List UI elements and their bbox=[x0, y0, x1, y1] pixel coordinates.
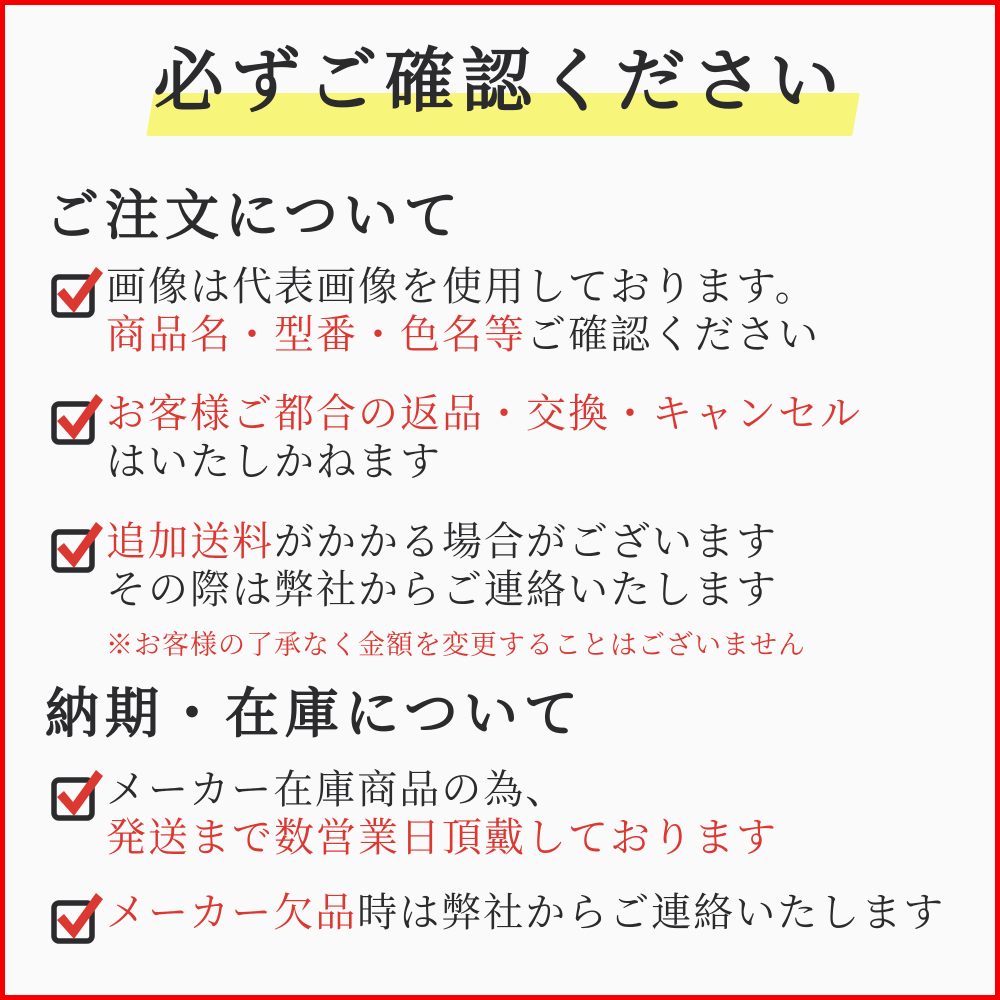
item3-line1-red: 追加送料 bbox=[106, 519, 274, 564]
checked-checkbox-icon bbox=[51, 264, 105, 320]
item4-line2-red: 発送まで数営業日頂戴しております bbox=[106, 815, 778, 860]
item5-line1-red: メーカー欠品 bbox=[106, 890, 358, 935]
page-title bbox=[5, 39, 995, 127]
checked-checkbox-icon bbox=[51, 391, 105, 447]
item3-line1-dark: がかかる場合がございます bbox=[274, 519, 778, 564]
list-item-representative-images bbox=[51, 263, 820, 359]
item-text bbox=[106, 889, 945, 937]
list-item-maker-shortage bbox=[51, 889, 945, 946]
section-heading-order: ご注文について bbox=[45, 186, 464, 246]
item3-note: ※お客様の了承なく金額を変更することはございません bbox=[106, 630, 806, 660]
item2-line2-dark: はいたしかねます bbox=[106, 439, 442, 484]
page-title-text: 必ずご確認ください bbox=[153, 44, 847, 121]
item1-line1: 画像は代表画像を使用しております。 bbox=[106, 264, 817, 309]
item4-line1-dark: メーカー在庫商品の為、 bbox=[106, 767, 568, 812]
list-item-extra-shipping bbox=[51, 518, 806, 662]
item-text bbox=[106, 390, 862, 486]
checked-checkbox-icon bbox=[51, 890, 105, 946]
item2-line1-red: お客様ご都合の返品・交換・キャンセル bbox=[106, 391, 862, 436]
item1-line2-red: 商品名・型番・色名等 bbox=[106, 312, 526, 357]
item-text bbox=[106, 518, 806, 662]
checked-checkbox-icon bbox=[51, 767, 105, 823]
item1-line2-dark: ご確認ください bbox=[526, 312, 820, 357]
item5-line1-dark: 時は弊社からご連絡いたします bbox=[357, 890, 946, 935]
item3-line2-dark: その際は弊社からご連絡いたします bbox=[106, 567, 778, 612]
checked-checkbox-icon bbox=[51, 519, 105, 575]
list-item-returns bbox=[51, 390, 862, 486]
list-item-maker-stock bbox=[51, 766, 778, 862]
item-text bbox=[106, 263, 820, 359]
section-heading-delivery: 納期・在庫について bbox=[45, 684, 584, 744]
item-text bbox=[106, 766, 778, 862]
